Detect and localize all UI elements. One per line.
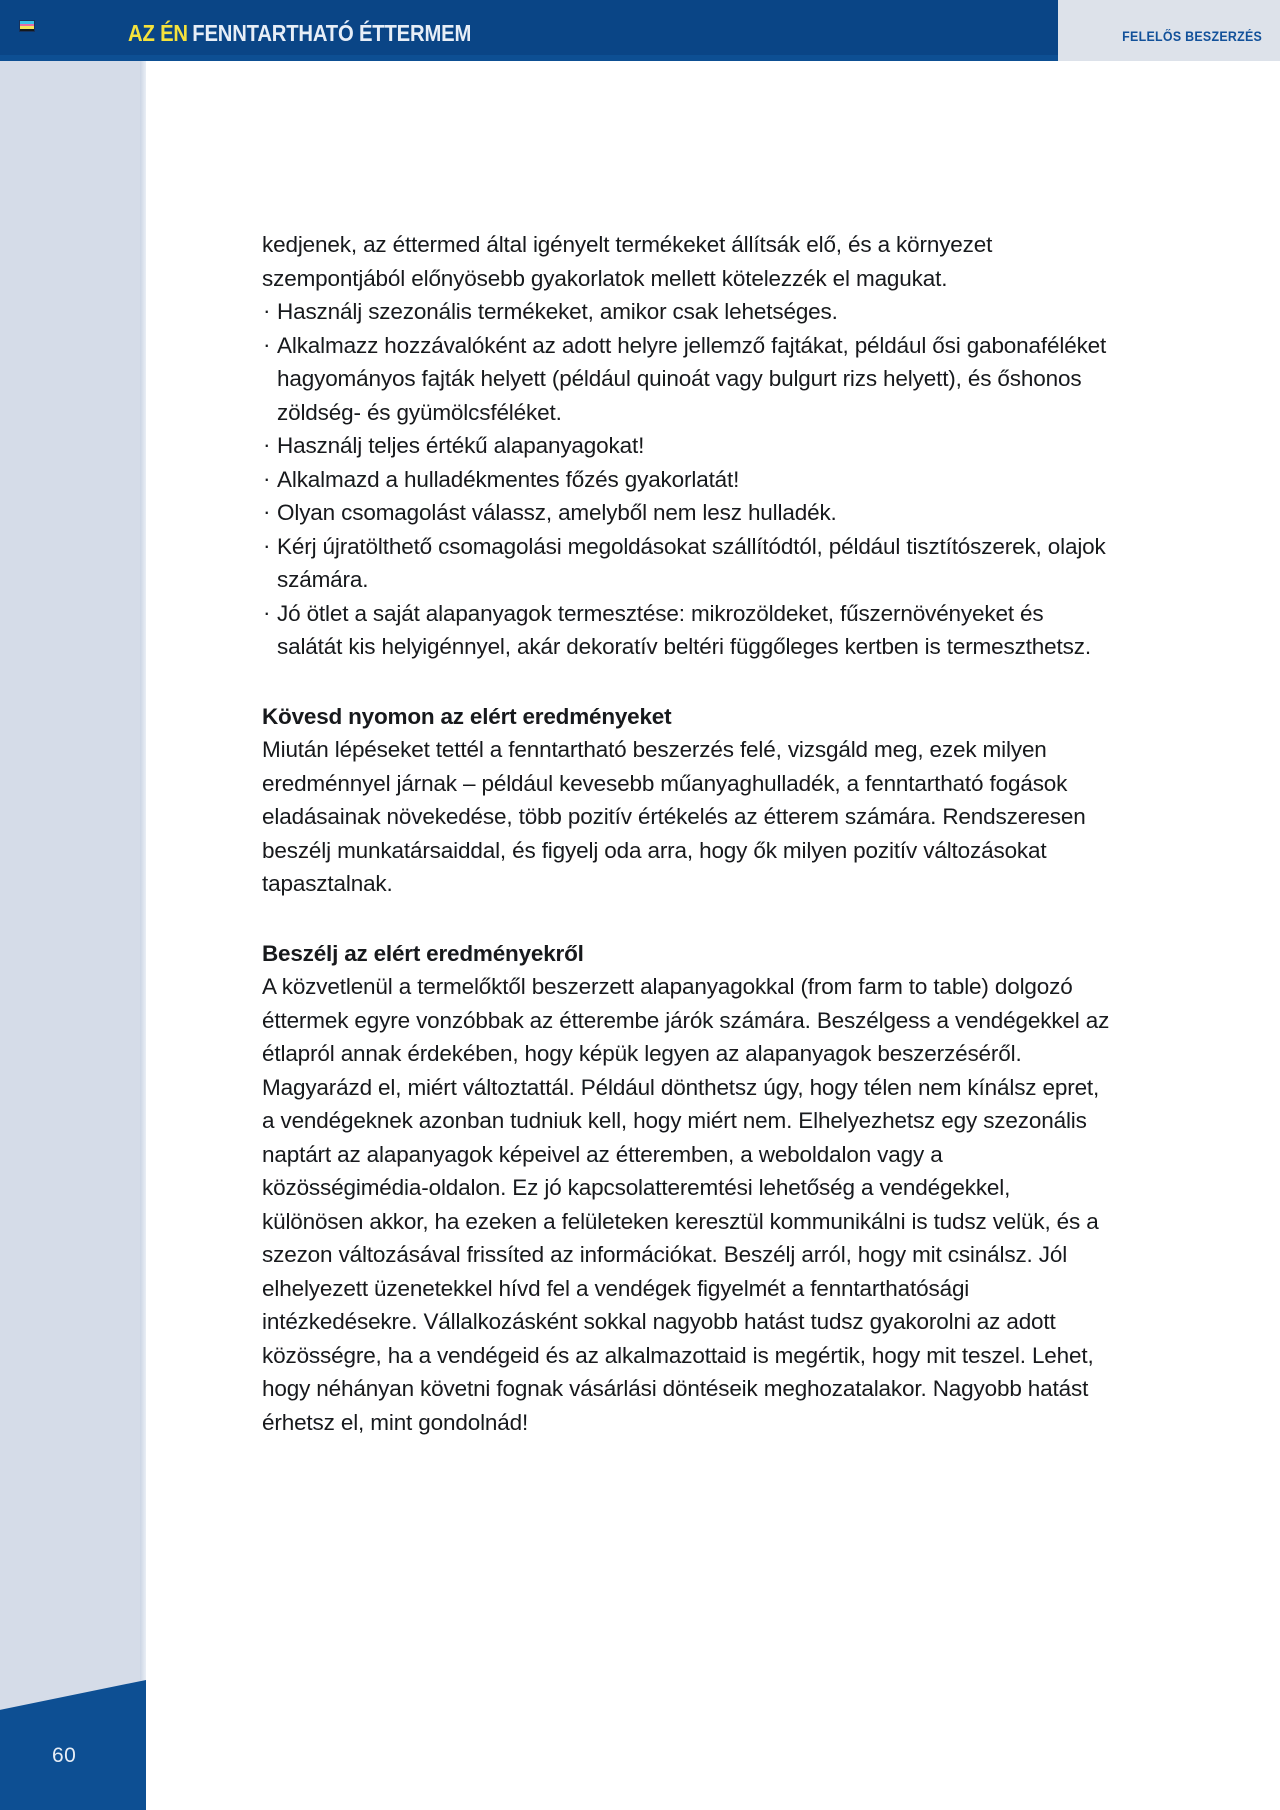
left-margin-strip <box>0 0 146 1810</box>
list-item: · Kérj újratölthető csomagolási megoldásokat szállítódtól, például tisztítószerek, olajok számára. <box>262 530 1112 597</box>
section-heading: Kövesd nyomon az elért eredményeket <box>262 703 672 729</box>
chapter-label-box <box>1058 0 1280 61</box>
section-body: A közvetlenül a termelőktől beszerzett alapanyagokkal (from farm to table) dolgozó éttermek egyre vonzóbbak az étterembe járók számára. Beszélgess a vendégekkel az étlapról annak érdekében, hogy képük legyen az alapanyagok beszerzéséről. Magyarázd el, miért változtattál. Például dönthetsz úgy, hogy télen nem kínálsz epret, a vendégeknek azonban tudniuk kell, hogy miért nem. Elhelyezhetsz egy szezonális naptárt az alapanyagok képeivel az étteremben, a weboldalon vagy a közösségimédia-oldalon. Ez jó kapcsolatteremtési lehetőség a vendégekkel, különösen akkor, ha ezeken a felületeken keresztül kommunikálni is tudsz velük, és a szezon változásával frissíted az információkat. Beszélj arról, hogy mit csinálsz. Jól elhelyezett üzenetekkel hívd fel a vendégek figyelmét a fenntarthatósági intézkedésekre. Vállalkozásként sokkal nagyobb hatást tudsz gyakorolni az adott közösségre, ha a vendégeid és az alkalmazottaid is megértik, hogy mit teszel. Lehet, hogy néhányan követni fognak vásárlási döntéseik meghozatalakor. Nagyobb hatást érhetsz el, mint gondolnád! <box>262 974 1110 1435</box>
list-item: · Jó ötlet a saját alapanyagok termesztése: mikrozöldeket, fűszernövényeket és salátát kis helyigénnyel, akár dekoratív beltéri függőleges kertben is termeszthetsz. <box>262 597 1112 664</box>
page-title-plain: FENNTARTHATÓ ÉTTERMEM <box>192 20 472 46</box>
page-content <box>262 228 1112 1439</box>
section-results-tracking <box>262 700 1112 901</box>
list-item: · Olyan csomagolást válassz, amelyből nem lesz hulladék. <box>262 496 1112 530</box>
page-header-band <box>0 0 1280 61</box>
page-number: 60 <box>52 1744 77 1767</box>
list-item: · Alkalmazz hozzávalóként az adott helyre jellemző fajtákat, például ősi gabonaféléket hagyományos fajták helyett (például quinoát vagy bulgurt rizs helyett), és őshonos zöldség- és gyümölcsféléket. <box>262 329 1112 430</box>
chapter-label: FELELŐS BESZERZÉS <box>1122 29 1262 44</box>
lead-paragraph: kedjenek, az éttermed által igényelt termékeket állítsák elő, és a környezet szempontjából előnyösebb gyakorlatok mellett kötelezzék el magukat. <box>262 232 993 291</box>
reg-black-bar <box>20 29 34 32</box>
section-results-communication <box>262 937 1112 1440</box>
page-title-accent: AZ ÉN <box>128 20 188 46</box>
left-margin-edge <box>140 0 146 1810</box>
color-registration-mark-icon <box>19 20 35 32</box>
list-item: · Használj teljes értékű alapanyagokat! <box>262 429 1112 463</box>
list-item: · Használj szezonális termékeket, amikor csak lehetséges. <box>262 295 1112 329</box>
page-title <box>128 20 471 47</box>
section-heading: Beszélj az elért eredményekről <box>262 940 584 966</box>
bullet-list <box>262 295 1112 664</box>
list-item: · Alkalmazd a hulladékmentes főzés gyakorlatát! <box>262 463 1112 497</box>
section-body: Miután lépéseket tettél a fenntartható beszerzés felé, vizsgáld meg, ezek milyen eredménnyel járnak – például kevesebb műanyaghulladék, a fenntartható fogások eladásainak növekedése, több pozitív értékelés az étterem számára. Rendszeresen beszélj munkatársaiddal, és figyelj oda arra, hogy ők milyen pozitív változásokat tapasztalnak. <box>262 737 1086 896</box>
